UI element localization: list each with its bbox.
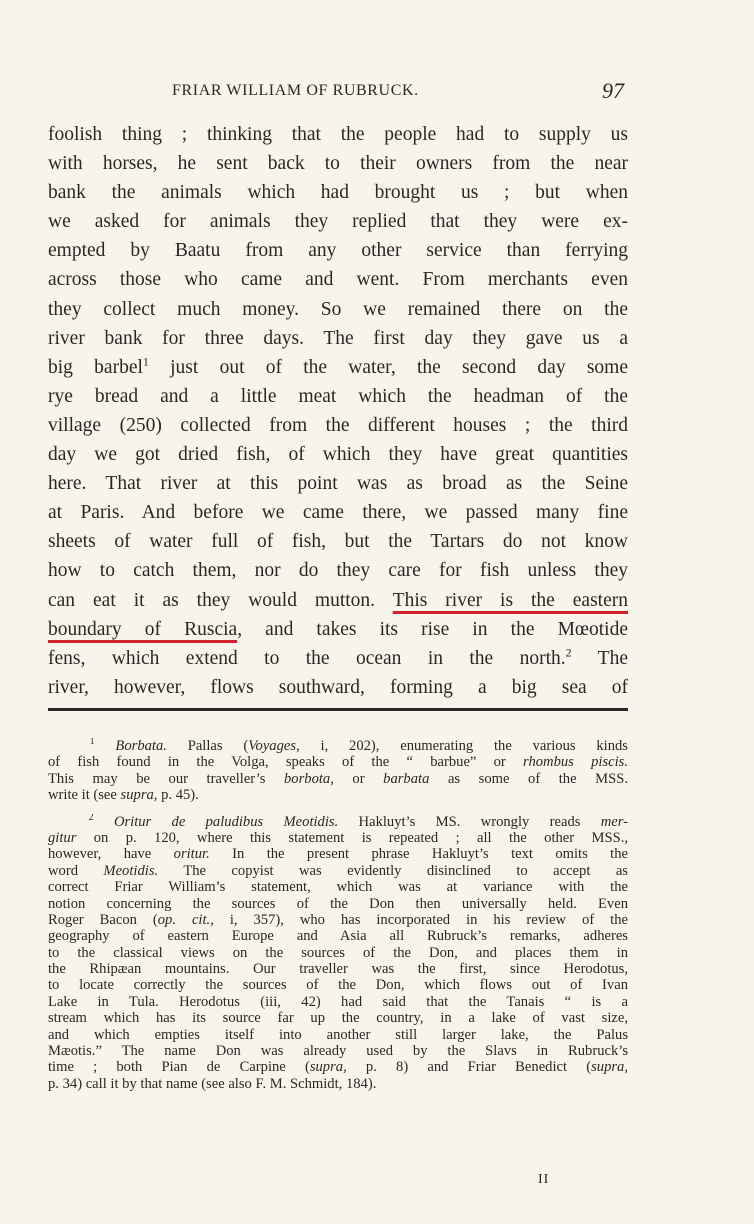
footnote-marker: 1 <box>89 738 95 748</box>
footnote-line: to locate correctly the sources of the Don, which flows out of Ivan <box>48 977 628 994</box>
text-span: Borbata. <box>115 738 167 754</box>
footnotes <box>48 738 628 1092</box>
text-span: as some of the MSS. <box>429 770 628 787</box>
text-line: with horses, he sent back to their owners from the near <box>48 153 628 175</box>
text-line: village (250) collected from the different houses ; the third <box>48 414 628 436</box>
running-title: FRIAR WILLIAM OF RUBRUCK. <box>172 82 419 99</box>
footnote-line: notion concerning the sources of the Don then universally held. Even <box>48 895 628 912</box>
text-span: of fish found in the Volga, speaks of the “ barbue” or <box>48 754 524 771</box>
text-span: rhombus piscis. <box>523 754 628 771</box>
page-header <box>48 76 628 106</box>
text-line: day we got dried fish, of which they have great quantities <box>48 444 628 466</box>
text-span: , i, 357), who has incorporated in his review of the <box>210 911 628 928</box>
footnote-line <box>48 754 628 770</box>
text-span: , <box>624 1059 628 1076</box>
text-span: Meotidis. <box>103 862 159 879</box>
text-span: , i, 202), enumerating the various kinds <box>296 738 628 754</box>
footnote-line: geography of eastern Europe and Asia all Rubruck’s remarks, adheres <box>48 928 628 945</box>
text-span: , p. 8) and Friar Benedict ( <box>343 1059 592 1076</box>
footnote-line: to the classical views on the sources of the Don, and places them in <box>48 944 628 961</box>
footnote-line: p. 34) call it by that name (see also F. M. Schmidt, 184). <box>48 1075 377 1092</box>
text-span: In the present phrase Hakluyt’s text omits the <box>209 846 628 863</box>
footnote-divider <box>48 708 628 711</box>
text-span: fens, which extend to the ocean in the north. <box>48 647 566 669</box>
text-span: , and takes its rise in the Mœotide <box>237 618 628 640</box>
text-line: river bank for three days. The first day they gave us a <box>48 327 628 349</box>
red-underlined-text: boundary of Ruscia <box>48 618 238 640</box>
footnote-line <box>48 738 628 754</box>
text-span: just out of the water, the second day some <box>148 356 628 378</box>
footnote-line: Mæotis.” The name Don was already used by the Slavs in Rubruck’s <box>48 1043 628 1060</box>
footnote-line <box>48 846 628 862</box>
text-span: Hakluyt’s MS. wrongly reads <box>338 813 601 830</box>
text-line <box>48 615 628 644</box>
text-line: across those who came and went. From merchants even <box>48 269 628 291</box>
footnote-line <box>48 912 628 928</box>
main-text <box>48 120 628 702</box>
footnote-line: correct Friar William’s statement, which was at variance with the <box>48 879 628 896</box>
footnote-ref: 1 <box>142 354 149 369</box>
footnote-line <box>48 1059 628 1075</box>
footnote-line <box>48 830 628 846</box>
footnote-line: Lake in Tula. Herodotus (iii, 42) had said that the Tanais “ is a <box>48 993 628 1010</box>
text-span: oritur. <box>173 846 210 863</box>
text-span: gitur <box>48 829 77 846</box>
footnote-line: stream which has its source far up the country, in a lake of vast size, <box>48 1010 628 1027</box>
text-span: The copyist was evidently disinclined to accept as <box>158 862 628 879</box>
footnote-line <box>48 787 628 803</box>
red-underlined-text: This river is the eastern <box>392 589 628 611</box>
text-span: op. cit. <box>157 911 211 928</box>
footnote-line <box>48 771 628 787</box>
text-span: The <box>571 647 628 669</box>
page-number: 97 <box>602 78 624 103</box>
text-span: barbata <box>383 770 430 787</box>
text-line: here. That river at this point was as broad as the Seine <box>48 473 628 495</box>
text-span: write it (see <box>48 787 121 804</box>
text-span: can eat it as they would mutton. <box>48 589 393 611</box>
book-page <box>48 0 628 1224</box>
text-line: at Paris. And before we came there, we passed many fine <box>48 502 628 524</box>
text-span: word <box>48 862 104 879</box>
text-line <box>48 353 628 382</box>
footnote-marker: 2 <box>88 813 94 823</box>
text-line: how to catch them, nor do they care for fish unless they <box>48 560 628 582</box>
text-span: on p. 120, where this statement is repeated ; all the other MSS., <box>76 829 628 846</box>
text-span: supra <box>120 787 154 804</box>
text-line: rye bread and a little meat which the headman of the <box>48 385 628 407</box>
text-line: foolish thing ; thinking that the people had to supply us <box>48 124 628 145</box>
text-span: , or <box>330 770 384 787</box>
text-span: time ; both Pian de Carpine ( <box>48 1059 310 1076</box>
text-span: supra <box>591 1059 625 1076</box>
text-line <box>48 644 628 673</box>
text-line <box>48 586 628 615</box>
text-span: borbota <box>284 770 331 787</box>
text-line: empted by Baatu from any other service than ferrying <box>48 240 628 262</box>
text-line: sheets of water full of fish, but the Tartars do not know <box>48 531 628 553</box>
text-span: Pallas ( <box>166 738 249 754</box>
text-span: big barbel <box>48 356 143 378</box>
text-span: Roger Bacon ( <box>48 911 158 928</box>
footnote-line <box>48 814 628 830</box>
text-line: river, however, flows southward, forming a big sea of <box>48 676 628 698</box>
text-line: we asked for animals they replied that they were ex- <box>48 211 628 233</box>
text-line: bank the animals which had brought us ; but when <box>48 182 628 204</box>
text-line: they collect much money. So we remained there on the <box>48 298 628 320</box>
footnote-line: the Rhipæan mountains. Our traveller was the first, since Herodotus, <box>48 961 628 978</box>
text-span: Voyages <box>248 738 297 754</box>
text-span: supra <box>309 1059 344 1076</box>
text-span: mer- <box>600 813 628 830</box>
footnote-line <box>48 863 628 879</box>
signature-mark: II <box>538 1172 550 1187</box>
footnote-gap <box>48 804 628 814</box>
footnote-line: and which empties itself into another still larger lake, the Palus <box>48 1026 628 1043</box>
text-span: however, have <box>48 846 174 863</box>
footnote-ref: 2 <box>565 645 572 660</box>
text-span: , p. 45). <box>153 787 199 804</box>
text-span: This may be our traveller’s <box>48 770 284 787</box>
text-span: Oritur de paludibus Meotidis. <box>113 813 339 830</box>
